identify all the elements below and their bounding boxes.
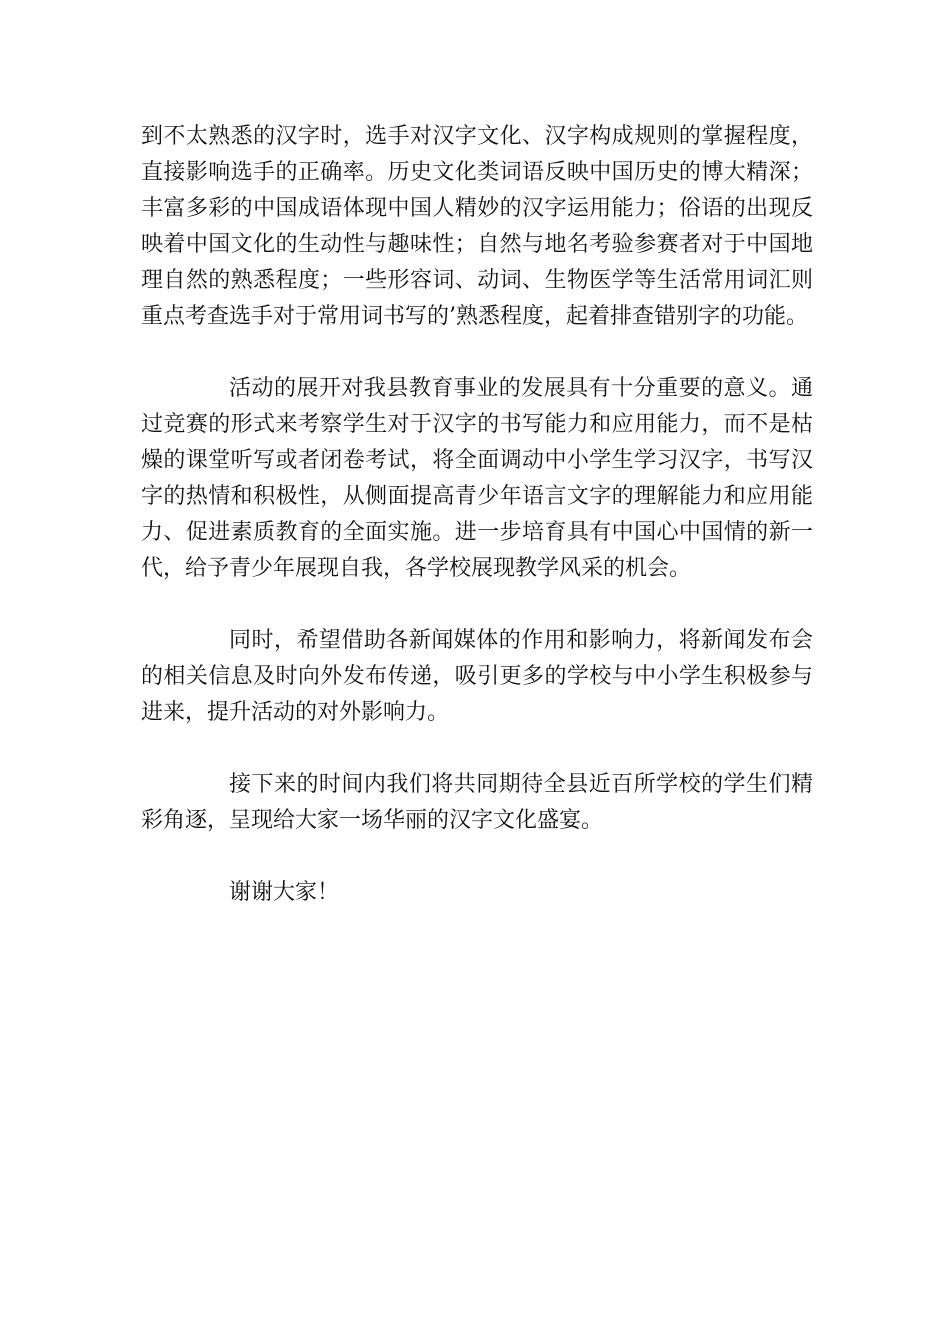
paragraph-4: 接下来的时间内我们将共同期待全县近百所学校的学生们精彩角逐，呈现给大家一场华丽的汉字文化盛宴。 — [141, 772, 813, 833]
paragraph-2: 活动的展开对我县教育事业的发展具有十分重要的意义。通过竞赛的形式来考察学生对于汉字的书写能力和应用能力，而不是枯燥的课堂听写或者闭卷考试，将全面调动中小学生学习汉字，书写汉字的热情和积极性，从侧面提高青少年语言文字的理解能力和应用能力、促进素质教育的全面实施。进一步培育具有中国心中国情的新一代，给予青少年展现自我，各学校展现教学风采的机会。 — [141, 376, 813, 581]
paragraph-3: 同时，希望借助各新闻媒体的作用和影响力，将新闻发布会的相关信息及时向外发布传递，吸引更多的学校与中小学生积极参与进来，提升活动的对外影响力。 — [141, 628, 813, 725]
paragraph-1: 到不太熟悉的汉字时，选手对汉字文化、汉字构成规则的掌握程度，直接影响选手的正确率。历史文化类词语反映中国历史的博大精深；丰富多彩的中国成语体现中国人精妙的汉字运用能力；俗语的出现反映着中国文化的生动性与趣味性；自然与地名考验参赛者对于中国地理自然的熟悉程度；一些形容词、动词、生物医学等生活常用词汇则重点考查选手对于常用词书写的’熟悉程度，起着排查错别字的功能。 — [141, 124, 813, 329]
document-body — [141, 119, 813, 947]
closing-remark: 谢谢大家！ — [229, 880, 340, 905]
